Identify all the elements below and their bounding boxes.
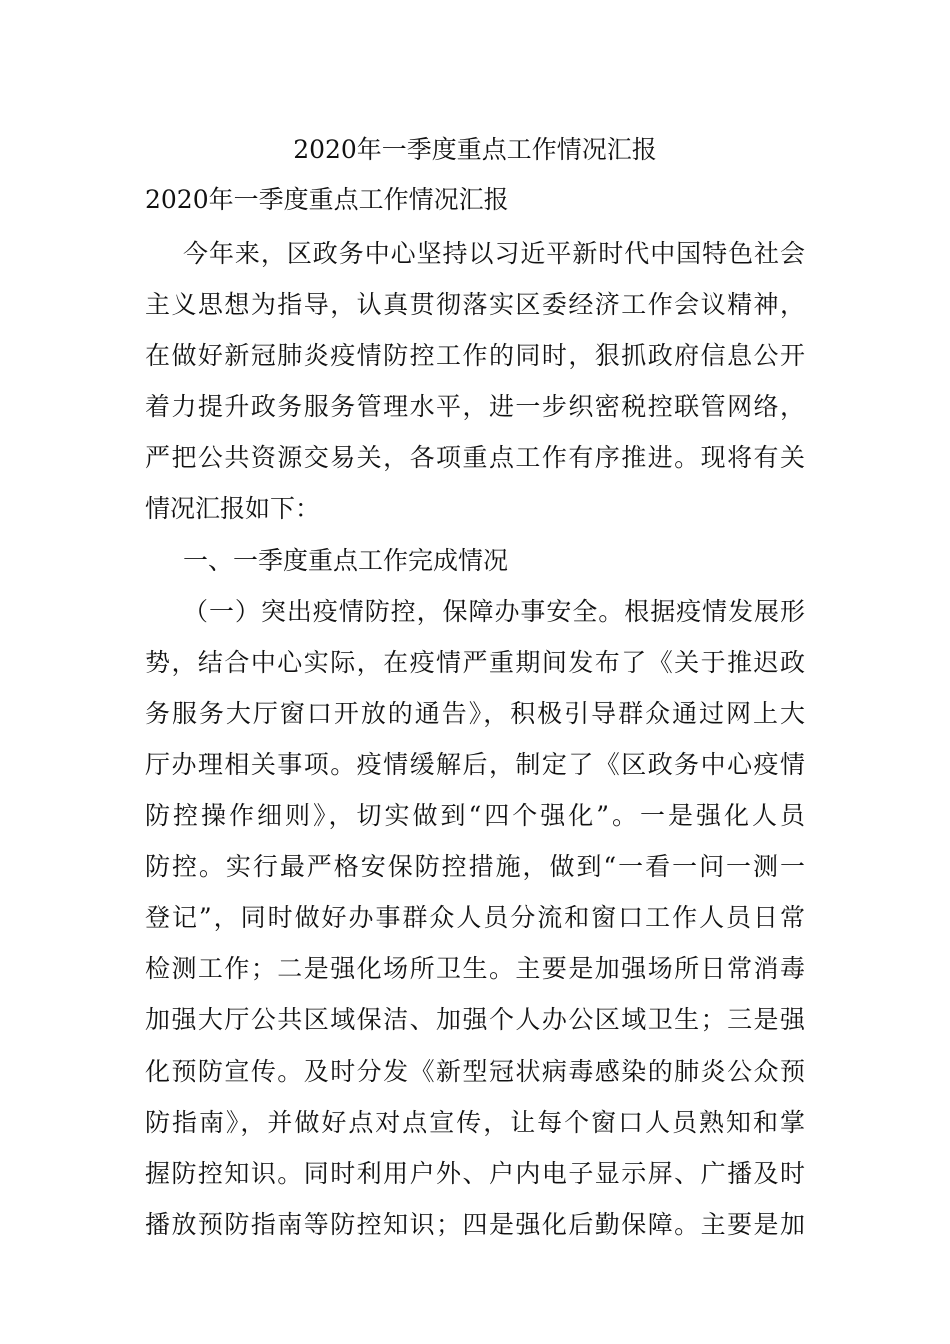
text-line: 加强大厅公共区域保洁、加强个人办公区域卫生；三是强 [145, 1005, 805, 1035]
text-line: 检测工作；二是强化场所卫生。主要是加强场所日常消毒 [145, 954, 805, 984]
body-text [145, 228, 805, 1250]
page-title: 2020年一季度重点工作情况汇报 [293, 135, 657, 164]
text-line: 一、一季度重点工作完成情况 [183, 545, 509, 575]
text-line: 防指南》，并做好点对点宣传，让每个窗口人员熟知和掌 [145, 1107, 805, 1137]
text-line: 势，结合中心实际，在疫情严重期间发布了《关于推迟政 [145, 647, 805, 677]
text-line: 主义思想为指导，认真贯彻落实区委经济工作会议精神， [145, 290, 805, 320]
text-line: 在做好新冠肺炎疫情防控工作的同时，狠抓政府信息公开 [145, 341, 805, 371]
text-line: 今年来，区政务中心坚持以习近平新时代中国特色社会 [183, 239, 805, 268]
text-line: 登记”，同时做好办事群众人员分流和窗口工作人员日常 [145, 903, 805, 933]
text-line: 着力提升政务服务管理水平，进一步织密税控联管网络， [145, 392, 805, 422]
text-line: （一）突出疫情防控，保障办事安全。根据疫情发展形 [183, 596, 805, 626]
text-line: 情况汇报如下： [145, 494, 321, 524]
text-line: 严把公共资源交易关，各项重点工作有序推进。现将有关 [145, 443, 805, 473]
text-line: 务服务大厅窗口开放的通告》，积极引导群众通过网上大 [145, 698, 805, 728]
text-line: 防控。实行最严格安保防控措施，做到“一看一问一测一 [145, 852, 805, 882]
text-line: 防控操作细则》，切实做到“四个强化”。一是强化人员 [145, 801, 805, 831]
text-line: 握防控知识。同时利用户外、户内电子显示屏、广播及时 [145, 1158, 805, 1188]
text-line: 化预防宣传。及时分发《新型冠状病毒感染的肺炎公众预 [145, 1056, 805, 1086]
text-line: 厅办理相关事项。疫情缓解后，制定了《区政务中心疫情 [145, 749, 805, 779]
text-line: 播放预防指南等防控知识；四是强化后勤保障。主要是加 [145, 1209, 805, 1239]
section-heading: 2020年一季度重点工作情况汇报 [145, 185, 509, 214]
